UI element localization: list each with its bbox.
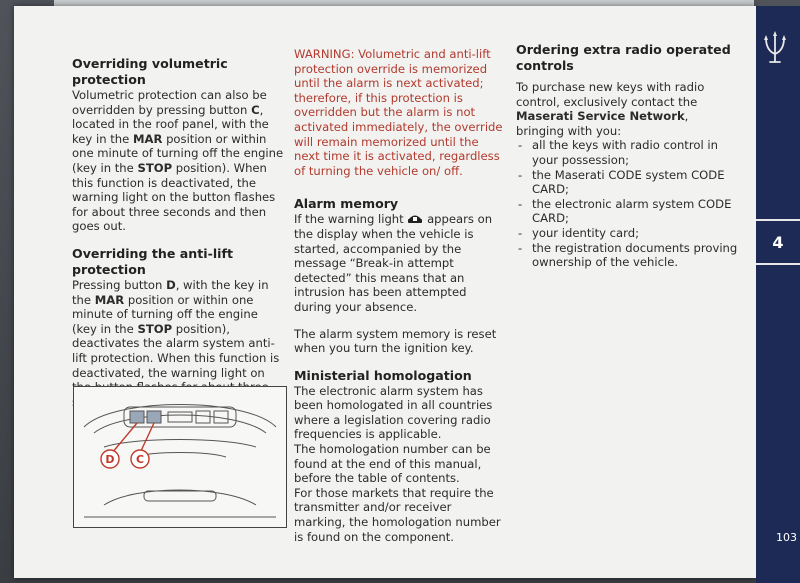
maserati-trident-icon (752, 28, 798, 68)
callout-c: C (135, 453, 145, 466)
column-right (516, 42, 740, 270)
list-item: - the Maserati CODE system CODE CARD; (516, 168, 740, 197)
paragraph-ordering-intro: To purchase new keys with radio control, exclusively contact the Maserati Service Network, bringing with you: (516, 80, 705, 138)
roof-panel-drawing (74, 387, 286, 527)
list-item: - your identity card; (516, 226, 740, 241)
paragraph-anti-lift: Pressing button D, with the key in the MAR position or within one minute of turning off the engine (key in the STOP position), deactivates the alarm system anti-lift protection. When this function is deactivated, the warning light on (72, 277, 280, 380)
heading-ordering-controls: Ordering extra radio operated controls (516, 42, 731, 73)
required-items-list (516, 138, 740, 269)
heading-homologation: Ministerial homologation (294, 367, 472, 383)
paragraph-alarm-memory: If the warning light appears on the display when the vehicle is started, accompanied by the message “Break-in attempt detected” this means that an intrusion has been attempted during your absence. (294, 212, 493, 314)
paragraph-memory-reset: The alarm system memory is reset when you turn the ignition key. (294, 326, 497, 356)
roof-panel-diagram (73, 386, 287, 528)
paragraph-volumetric: Volumetric protection can also be overridden by pressing button C, located in the roof panel, with the key in the MAR position or within one minute of turning off the engine (key in the STOP position). When this function is deactivated, the warning light on the button flashes for about three seconds and then goes out. (72, 88, 284, 234)
paragraph-homologation-2: The homologation number can be found at the end of this manual, before the table of contents. (294, 442, 491, 486)
callout-d: D (105, 453, 115, 466)
list-item: - the electronic alarm system CODE CARD; (516, 197, 740, 226)
column-middle (294, 47, 506, 544)
chapter-tab[interactable]: 4 (756, 219, 800, 265)
list-item: - the registration documents proving ownership of the vehicle. (516, 241, 740, 270)
heading-volumetric: Overriding volumetric protection (72, 56, 228, 87)
heading-alarm-memory: Alarm memory (294, 196, 399, 212)
paragraph-homologation-1: The electronic alarm system has been homologated in all countries where a legislation covering radio frequencies is applicable. (294, 383, 493, 442)
column-left (72, 56, 284, 409)
page-number: 103 (776, 531, 797, 544)
chapter-sidebar (756, 6, 800, 583)
list-item: - all the keys with radio control in your possession; (516, 138, 740, 167)
paragraph-homologation-3: For those markets that require the transmitter and/or receiver marking, the homologation number is found on the component. (294, 485, 501, 544)
heading-anti-lift: Overriding the anti-lift protection (72, 245, 233, 277)
alarm-lock-icon (407, 212, 423, 224)
warning-text: WARNING: Volumetric and anti-lift protection override is memorized until the alarm is next activated; therefore, if this protection is overridden but the alarm is not activated immediately, the override will remain memorized until the next time it is activated, regardless of turning the vehicle on/ off. (294, 47, 503, 178)
